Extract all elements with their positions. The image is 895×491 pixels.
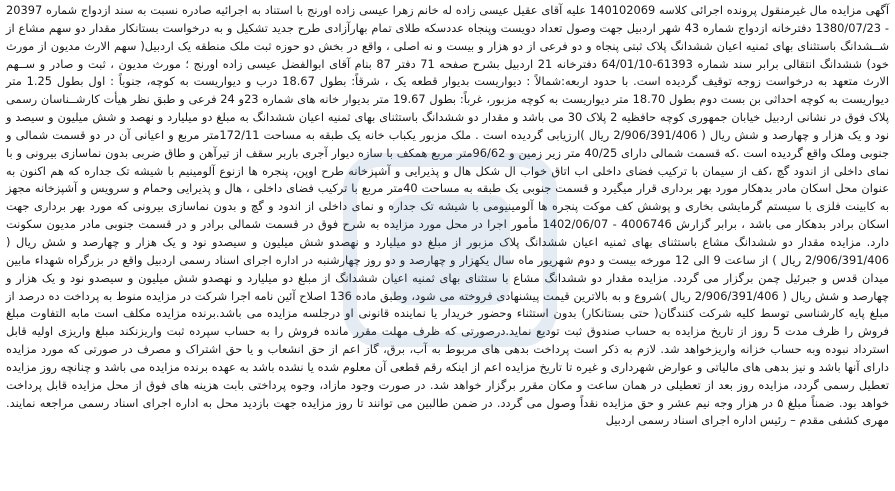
notice-body: آگهی مزایده مال غیرمنقول پرونده اجرائی کلاسه 140102069 علیه آقای عقیل عیسی زاده له خانم زهرا عیسی زاده اورنج با استناد به اجرائیه صادره نسبت به سند ازدواج شماره 20397 - 1380/07/23 دفترخانه ازدواج شماره 43 شهر اردبیل جهت وصول تعداد دویست وپنجاه عددسکه طلای تمام بهارآزادی طرح جدید تشکیل و به درخواست بستانکار مقدار دو سهم مشاع از شــشدانگ باستثنای بهای ثمنیه اعیان ششدانگ پلاک ثبتی پنجاه و دو فرعی از دو هزار و بیست و نه اصلی ، واقع در بخش دو حوزه ثبت ملک منطقه یک اردبیل( سهم الارث مدیون از مورث خود) ششدانگ انتقالی برابر سند شماره 61393-64/01/10 دفترخانه 21 اردبیل بشرح صفحه 71 دفتر 87 بنام آقای ابوالفضل عیسی زاده اورنج ؛ مورث مدیون ، ثبت و صادر و ســهم الارث متعهد به درخواست زوجه توقیف گردیده است. با حدود اربعه:شمالاً : دیواریست بدیوار قطعه یک ، شرقاً: بطول 18.67 درب و دیواریست به کوچه، جنوباً : اول بطول 1.25 متر دیواریست به کوچه احداثی بن بست دوم بطول 18.70 متر دیواریست به کوچه مزبور، غرباً: بطول 19.67 متر بدیوار خانه های شماره 23و 24 فرعی و طبق نظر هیأت کارشــناسان رسمی پلاک فوق در نشانی اردبیل خیابان جمهوری کوچه حافظیه 2 پلاک 30 می باشد و مقدار دو ششدانگ باستثنای بهای ثمنیه اعیان ششدانگ به مبلغ دو میلیارد و نهصد و شش میلیون و سیصد و نود و یک هزار و چهارصد و شش ریال ( 2/906/391/406 ریال )ارزیابی گردیده است . ملک مزبور یکباب خانه یک طبقه به مساحت 172/11متر مربع و اعیانی آن در دو قسمت شمالی و جنوبی وملک واقع گردیده است .که قسمت شمالی دارای 40/25 متر زیر زمین و 96/62متر مربع همکف با سازه دیوار آجری باربر سقف از تیرآهن و طاق ضربی بدون نماسازی بیرونی و با نمای داخلی از اندود گچ ،کف از سیمان با ترکیب فضای داخلی اب اتاق خواب ال شکل هال و پذیرایی و آشپزخانه طرح اوپن، پنجره ها ازنوع آلومینیم با شیشه تک جداره که هم اکنون به عنوان محل اسکان مادر بدهکار مورد بهر برداری قرار میگیرد و قسمت جنوبی یک طبقه به مساحت 40متر مربع با ترکیب فضای داخلی ، هال و پذیرایی وحمام و سرویس و آشپزخانه مجهز به کابینت فلزی با سیستم گرمایشی بخاری و پوشش کف موکت پنجره ها آلومینیومی با شیشه تک جداره و نمای داخلی از اندود و گچ و بدون نماسازی بیرونی که مورد بهر برداری جهت اسکان برادر بدهکار می باشد ، برابر گزارش 4006746 - 1402/06/07 مأمور اجرا در محل مورد مزایده به شرح فوق در قسمت شمالی برادر و در قسمت جنوبی مادر مدیون سکونت دارد. مزایده مقدار دو ششدانگ مشاع باستثنای بهای ثمنیه اعیان ششدانگ پلاک مزبور از مبلغ دو میلیارد و نهصدو شش میلیون و سیصدو نود و یک هزار و چهارصد و شش ریال ( 2/906/391/406 ریال ) از ساعت 9 الی 12 مورخه بیست و دوم شهریور ماه سال یکهزار و چهارصد و دو روز چهارشنبه در اداره اجرای اسناد رسمی اردبیل واقع در بزرگراه شهداء مابین میدان قدس و جبرئیل چمن برگزار می گردد. مزایده مقدار دو ششدانگ مشاع با ستثنای بهای ثمنیه اعیان ششدانگ از مبلغ دو میلیارد و نهصدو شش میلیون و سیصدو نود و یک هزار و چهارصد و شش ریال ( 2/906/391/406 ریال )شروع و به بالاترین قیمت پیشنهادی فروخته می شود، وطبق ماده 136 اصلاح آئین نامه اجرا شرکت در مزایده منوط به پرداخت ده درصد از مبلغ پایه کارشناسی توسط کلیه شرکت کنندگان( حتی بستانکار) بدون استثناء وحضور خریدار یا نماینده قانونی او درجلسه مزایده می باشد.برنده مزایده مکلف است مابه التفاوت مبلغ فروش را ظرف مدت 5 روز از تاریخ مزایده به حساب صندوق ثبت تودیع نماید.درصورتی که ظرف مهلت مقرر مانده فروش را به حساب سپرده ثبت واریزنکند مبلغ واریزی اولیه قابل استرداد نبوده وبه حساب خزانه واریزخواهد شد. لازم به ذکر است پرداخت بدهی های مربوط به آب، برق، گاز اعم از حق انشعاب و یا حق اشتراک و مصرف در صورتی که مورد مزایده دارای آنها باشد و نیز بدهی های مالیاتی و عوارض شهرداری و غیره تا تاریخ مزایده اعم از اینکه رقم قطعی آن معلوم شده یا نشده باشد به عهده برنده مزایده می باشد و چنانچه روز مزایده تعطیل رسمی گردد، مزایده روز بعد از تعطیلی در همان ساعت و مکان مقرر برگزار خواهد شد. در صورت وجود مازاد، وجوه پرداختی بابت هزینه های فوق از محل مزایده قابل پرداخت خواهد بود. ضمناً مبلغ ۵ در هزار وجه نیم عشر و حق مزایده نقداً وصول می گردد. در ضمن طالبین می توانند تا روز مزایده جهت بازدید محل به اداره اجرای اسناد رسمی مراجعه نمایند. مهری کشفی مقدم – رئیس اداره اجرای اسناد رسمی اردبیل xyxy=(6,3,890,428)
